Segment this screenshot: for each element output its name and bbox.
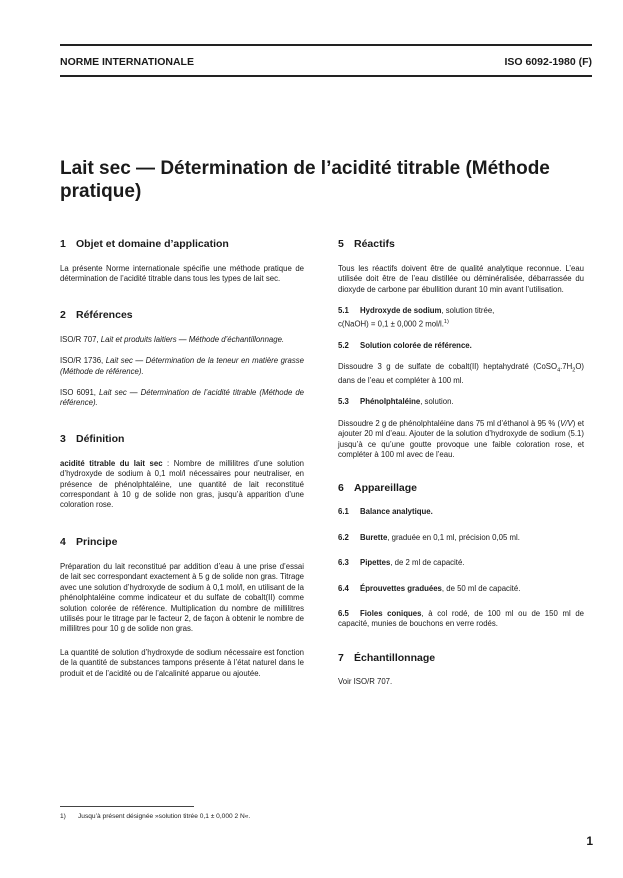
header-standard-type: NORME INTERNATIONALE [60, 56, 194, 68]
page-number: 1 [586, 834, 593, 848]
apparatus-6-4: 6.4 Éprouvettes graduées, de 50 ml de capacité. [338, 583, 521, 593]
left-column [60, 238, 304, 679]
subsection-5-2-text: Dissoudre 3 g de sulfate de cobalt(II) heptahydraté $(CoSO_4.7H_2O)$ dans de l’eau et compléter à 100 ml. [338, 362, 584, 385]
subsection-5-3-title: 5.3 Phénolphtaléine, solution. [338, 397, 454, 407]
reference-iso-6091: ISO 6091, Lait sec — Détermination de l’acidité titrable (Méthode de référence). [60, 388, 304, 408]
apparatus-6-2: 6.2 Burette, graduée en 0,1 ml, précision 0,05 ml. [338, 532, 520, 542]
right-column [338, 238, 584, 687]
subsection-5-1: 5.1 Hydroxyde de sodium, solution titrée, c(NaOH) = 0,1 ± 0,000 2 mol/l.$^{1)}$ [338, 306, 495, 329]
reference-iso-r-707: ISO/R 707, Lait et produits laitiers — Méthode d’échantillonnage. [60, 334, 285, 344]
section-5-text: Tous les réactifs doivent être de qualité analytique reconnue. L’eau utilisée doit être de l’eau distillée ou déminéralisée, débarrassée du dioxyde de carbone par ébullition durant 10 min avant l’utilisation. [338, 264, 584, 294]
top-rule [60, 44, 592, 46]
section-1-heading: 1 Objet et domaine d’application [60, 238, 229, 250]
section-3-heading: 3 Définition [60, 432, 125, 445]
section-7-text: Voir ISO/R 707. [338, 676, 393, 686]
section-3-text: acidité titrable du lait sec : Nombre de millilitres d’une solution d’hydroxyde de sodium à 0,1 mol/l nécessaires pour neutraliser, en présence de phénolphtaléine, une quantité de lait reconstitué correspondant à 10 g de solide non gras, jusqu’à apparition d’une coloration rose. [60, 458, 304, 510]
document-title: Lait sec — Détermination de l’acidité titrable (Méthode pratique) [60, 158, 550, 202]
subsection-5-2-title: 5.2 Solution colorée de référence. [338, 340, 472, 350]
apparatus-6-5: 6.5 Fioles coniques, à col rodé, de 100 ml ou de 150 ml de capacité, munies de bouchons en verre rodés. [338, 609, 584, 629]
apparatus-6-3: 6.3 Pipettes, de 2 ml de capacité. [338, 558, 465, 568]
subsection-5-3-text: Dissoudre 2 g de phénolphtaléine dans 75 ml d’éthanol à 95 % (V/V) et ajouter 20 ml d’eau. Ajouter de la solution d’hydroxyde de sodium (5.1) jusqu’à ce qu’une goutte provoque une faible coloration rose, et compléter à 100 ml avec de l’eau. [338, 418, 585, 460]
section-2-heading: 2 Références [60, 308, 133, 321]
header-standard-id: ISO 6092-1980 (F) [504, 56, 592, 68]
section-7-heading: 7 Échantillonnage [338, 651, 436, 664]
reference-iso-r-1736: ISO/R 1736, Lait sec — Détermination de la teneur en matière grasse (Méthode de référence). [60, 356, 304, 376]
header-rule [60, 75, 592, 77]
section-4-paragraph-2: La quantité de solution d’hydroxyde de sodium nécessaire est fonction de la quantité de substances tampons présente à l’état naturel dans le produit et de l’acidité ou de l’alcalinité apparue ou ajoutée. [60, 647, 304, 678]
section-4-heading: 4 Principe [60, 535, 118, 548]
footnote: 1) Jusqu’à présent désignée »solution titrée 0,1 ± 0,000 2 N«. [60, 813, 251, 820]
section-1-text: La présente Norme internationale spécifie une méthode pratique de détermination de l’acidité titrable dans tous les types de lait sec. [60, 264, 304, 284]
section-4-paragraph-1: Préparation du lait reconstitué par addition d’eau à une prise d’essai de lait sec correspondant exactement à 5 g de solide non gras. Titrage avec une solution d’hydroxyde de sodium à 0,1 mol/l, en utilisant de la phénolphtaléine comme indicateur et du sulfate de cobalt(II) comme solution colorée de référence. Multiplication du nombre de millilitres utilisés pour le titrage par le facteur 2, de façon à obtenir le nombre de millilitres pour 10 g de solide non gras. [60, 561, 304, 634]
footnote-rule [60, 806, 194, 807]
apparatus-6-1: 6.1 Balance analytique. [338, 507, 433, 517]
section-6-heading: 6 Appareillage [338, 482, 418, 495]
section-5-heading: 5 Réactifs [338, 238, 395, 250]
